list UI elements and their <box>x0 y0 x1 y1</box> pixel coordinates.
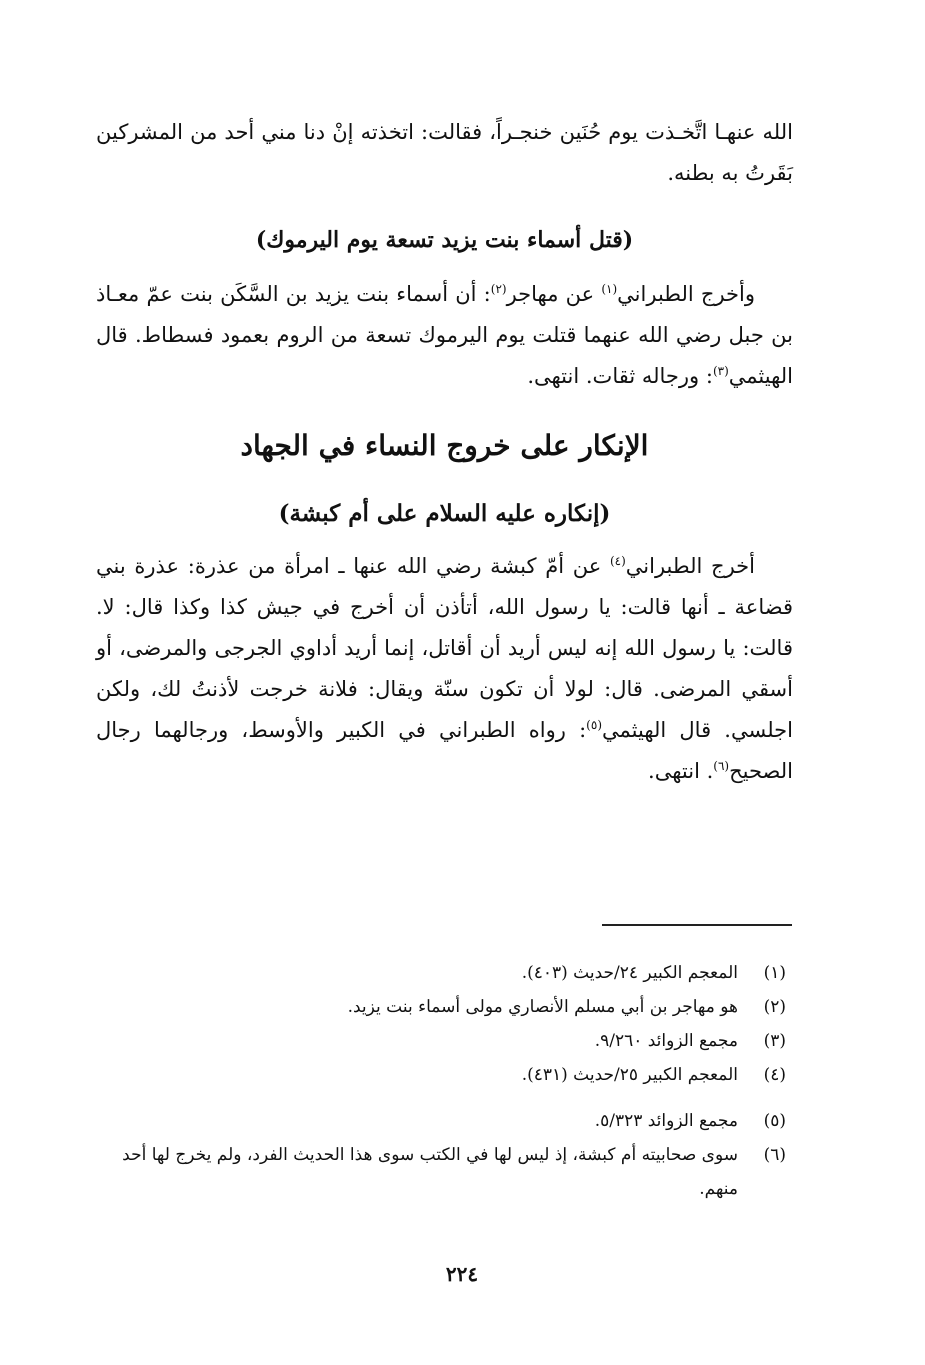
footnote-text: هو مهاجر بن أبي مسلم الأنصاري مولى أسماء بنت يزيد. <box>347 997 738 1017</box>
footnote-text: المعجم الكبير ٢٤/حديث (٤٠٣). <box>521 963 738 983</box>
footnote-number: (٢) <box>763 997 786 1017</box>
footnote-item <box>96 1024 786 1058</box>
paragraph-text: : رواه الطبراني في الكبير والأوسط، ورجالهما رجال الصحيح <box>96 718 793 783</box>
footnote-text: المعجم الكبير ٢٥/حديث (٤٣١). <box>521 1065 738 1085</box>
paragraph-text: الله عنهـا اتَّخـذت يوم حُنَين خنجـراً، فقالت: اتخذته إنْ دنا مني أحد من المشركين بَقَرتُ به بطنه. <box>96 120 793 185</box>
footnote-number: (٦) <box>763 1145 786 1165</box>
paragraph-umm-kabsha <box>96 546 793 792</box>
footnote-item <box>96 956 786 990</box>
footnote-item <box>96 990 786 1024</box>
section-heading-yarmouk: (قتل أسماء بنت يزيد تسعة يوم اليرموك) <box>255 227 634 253</box>
paragraph-uhud-dagger <box>96 112 793 194</box>
paragraph-text: عن أمّ كبشة رضي الله عنها ـ امرأة من عذرة: عذرة بني قضاعة ـ أنها قالت: يا رسول الله، أتأذن أن أخرج في جيش كذا وكذا قال: لا. قالت: يا رسول الله إنه ليس أريد أن أقاتل، إنما أريد أداوي الجرجى والمرضى، أو أسقي المرضى. قال: لولا أن تكون سنّة ويقال: فلانة خرجت لأذنتُ لك، ولكن اجلسي. قال الهيثمي <box>96 554 793 742</box>
footnote-item <box>96 1058 786 1092</box>
paragraph-text: . انتهى. <box>648 759 714 783</box>
paragraph-text: : أن أسماء بنت يزيد بن السَّكَن بنت عمّ معـاذ بن جبل رضي الله عنهما قتلت يوم اليرموك تسعة من الروم بعمود فسطاط. قال الهيثمي <box>96 282 793 388</box>
section-heading-umm-kabsha: (إنكاره عليه السلام على أم كبشة) <box>278 500 611 527</box>
footnote-number: (٥) <box>763 1111 786 1131</box>
footnote-number: (١) <box>763 963 786 983</box>
footnote-number: (٤) <box>763 1065 786 1085</box>
paragraph-text: وأخرج الطبراني <box>617 282 756 306</box>
paragraph-asma-yarmouk <box>96 274 793 397</box>
footnotes <box>96 956 786 1206</box>
footnote-ref: (٤) <box>609 554 626 568</box>
footnote-number: (٣) <box>763 1031 786 1051</box>
paragraph-text: : ورجاله ثقات. انتهى. <box>527 364 713 388</box>
paragraph-text: عن مهاجر <box>506 282 602 306</box>
page-number: ٢٢٤ <box>445 1262 479 1286</box>
footnote-separator <box>602 924 792 926</box>
footnote-ref: (٢) <box>490 282 507 296</box>
footnote-text: سوى صحابيته أم كبشة، إذ ليس لها في الكتب سوى هذا الحديث الفرد، ولم يخرج لها أحد منهم. <box>122 1145 738 1199</box>
footnote-item <box>96 1138 786 1206</box>
chapter-heading: الإنكار على خروج النساء في الجهاد <box>240 429 649 462</box>
footnote-ref: (١) <box>601 282 618 296</box>
paragraph-text: أخرج الطبراني <box>625 554 756 578</box>
footnote-text: مجمع الزوائد ٩/٢٦٠. <box>594 1031 738 1051</box>
footnote-ref: (٦) <box>713 759 730 773</box>
footnote-ref: (٥) <box>586 718 602 732</box>
footnote-item <box>96 1104 786 1138</box>
footnote-ref: (٣) <box>712 364 729 378</box>
footnote-gap <box>96 1092 786 1104</box>
footnote-text: مجمع الزوائد ٥/٣٢٣. <box>594 1111 738 1131</box>
